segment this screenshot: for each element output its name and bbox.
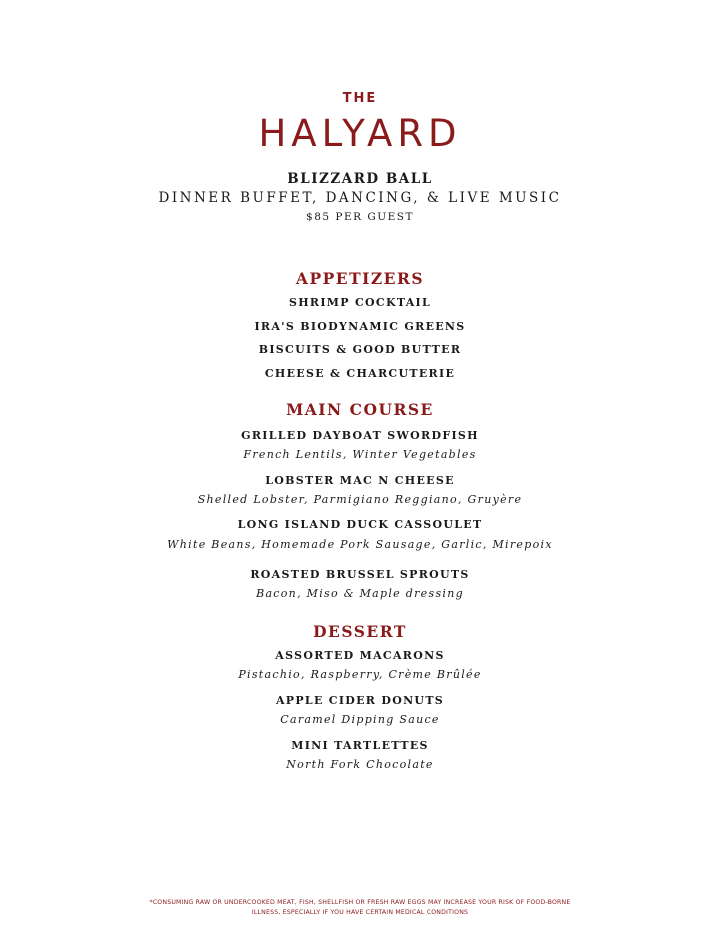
main-course-item-name: LOBSTER MAC N CHEESE: [265, 474, 455, 487]
brand-logo-name: HALYARD: [258, 112, 462, 155]
dessert-heading: DESSERT: [313, 622, 407, 641]
main-course-heading: MAIN COURSE: [286, 400, 434, 419]
main-course-item-name: LONG ISLAND DUCK CASSOULET: [237, 518, 483, 531]
brand-prefix: THE: [342, 91, 378, 106]
dessert-item-description: North Fork Chocolate: [286, 758, 434, 771]
dessert-item-description: Caramel Dipping Sauce: [280, 713, 440, 726]
dessert-item-description: Pistachio, Raspberry, Crème Brûlée: [238, 668, 482, 681]
dessert-item-name: MINI TARTLETTES: [291, 739, 429, 752]
event-price: $85 PER GUEST: [306, 211, 414, 223]
main-course-item-name: ROASTED BRUSSEL SPROUTS: [250, 568, 470, 581]
main-course-item-description: Shelled Lobster, Parmigiano Reggiano, Gruyère: [197, 493, 523, 506]
health-disclaimer-line-2: ILLNESS, ESPECIALLY IF YOU HAVE CERTAIN MEDICAL CONDITIONS: [251, 909, 469, 916]
appetizer-item: CHEESE & CHARCUTERIE: [264, 367, 456, 380]
appetizer-item: SHRIMP COCKTAIL: [288, 296, 432, 309]
dessert-item-name: ASSORTED MACARONS: [275, 649, 445, 662]
health-disclaimer-line-1: *CONSUMING RAW OR UNDERCOOKED MEAT, FISH, SHELLFISH OR FRESH RAW EGGS MAY INCREASE YOUR RISK OF FOOD-BORNE: [149, 899, 571, 906]
appetizer-item: BISCUITS & GOOD BUTTER: [258, 343, 462, 356]
appetizers-heading: APPETIZERS: [295, 269, 425, 288]
main-course-item-description: French Lentils, Winter Vegetables: [243, 448, 477, 461]
dessert-item-name: APPLE CIDER DONUTS: [275, 694, 445, 707]
main-course-item-description: Bacon, Miso & Maple dressing: [256, 587, 464, 600]
main-course-item-name: GRILLED DAYBOAT SWORDFISH: [241, 429, 479, 442]
appetizer-item: IRA'S BIODYNAMIC GREENS: [254, 320, 466, 333]
main-course-item-description: White Beans, Homemade Pork Sausage, Garlic, Mirepoix: [167, 538, 553, 551]
event-title: BLIZZARD BALL: [287, 171, 433, 187]
event-subtitle: DINNER BUFFET, DANCING, & LIVE MUSIC: [158, 190, 562, 206]
